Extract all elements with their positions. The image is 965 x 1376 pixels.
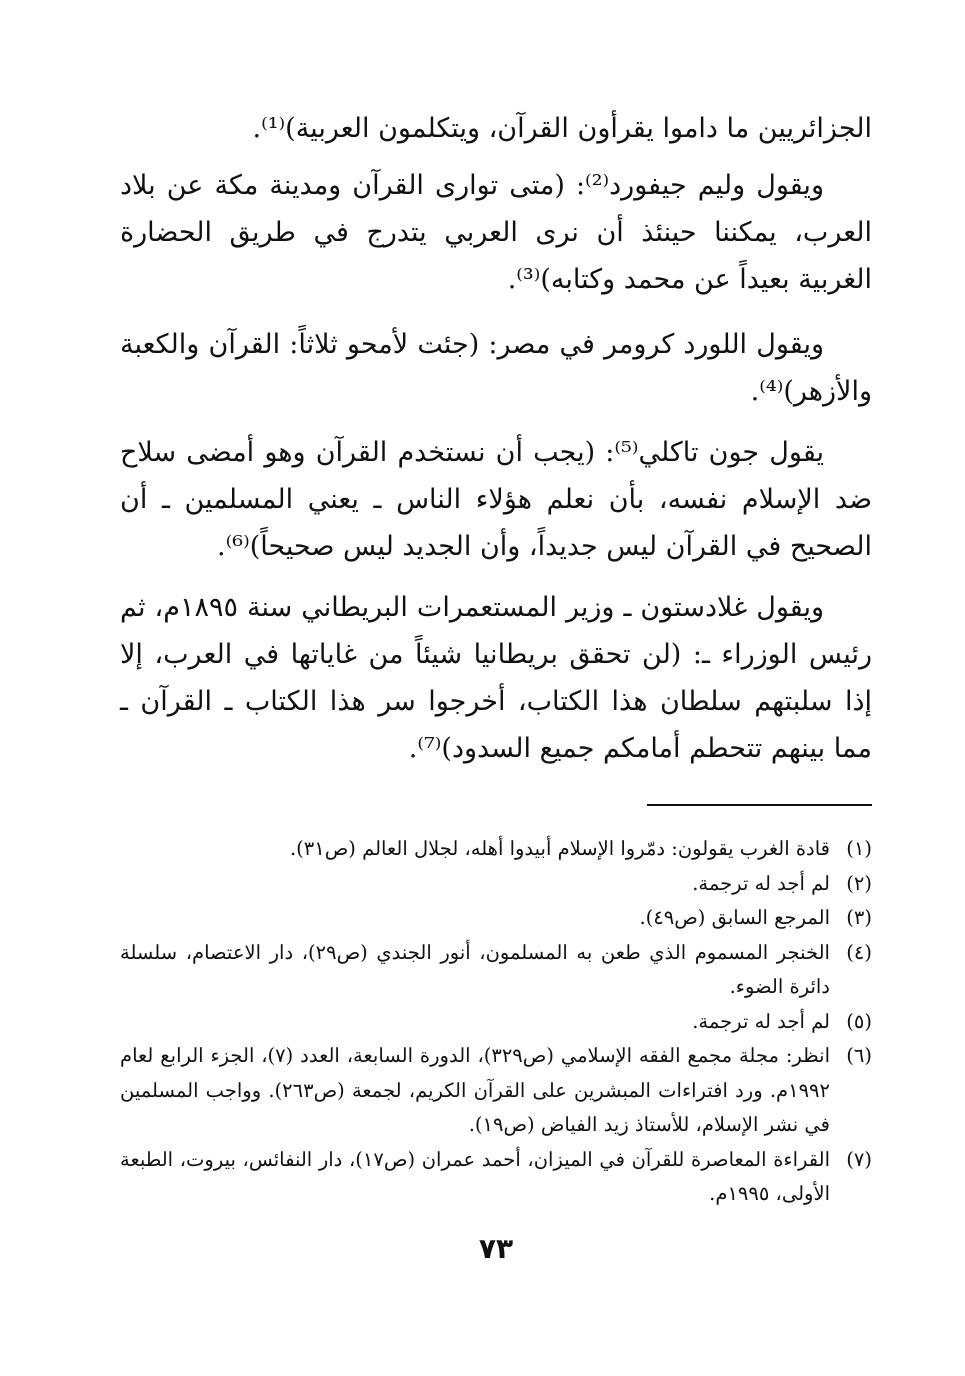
footnote-5 <box>120 1005 872 1040</box>
footnote-text: لم أجد له ترجمة. <box>692 871 830 895</box>
footnote-number: (٣) <box>846 906 872 929</box>
footnote-text: قادة الغرب يقولون: دمّروا الإسلام أبيدوا أهله، لجلال العالم (ص٣١). <box>289 837 830 860</box>
footnote-number: (٦) <box>846 1044 872 1067</box>
paragraph-5: ويقول غلادستون ـ وزير المستعمرات البريطاني سنة ١٨٩٥م، ثم رئيس الوزراء ـ: (لن تحقق بريطانيا شيئاً من غاياتها في العرب، إلا إذا سلبتهم سلطان هذا الكتاب، أخرجوا سر هذا الكتاب ـ القرآن ـ مما بينهم تتحطم أمامكم جميع السدود)⁽⁷⁾. <box>120 592 872 764</box>
paragraph-3: ويقول اللورد كرومر في مصر: (جئت لأمحو ثلاثاً: القرآن والكعبة والأزهر)⁽⁴⁾. <box>120 329 872 407</box>
footnote-6 <box>120 1039 872 1143</box>
paragraph-1: الجزائريين ما داموا يقرأون القرآن، ويتكلمون العربية)⁽¹⁾. <box>252 113 872 144</box>
paragraph-4: يقول جون تاكلي⁽⁵⁾: (يجب أن نستخدم القرآن وهو أمضى سلاح ضد الإسلام نفسه، بأن نعلم هؤلاء الناس ـ يعني المسلمين ـ أن الصحيح في القرآن ليس جديداً، وأن الجديد ليس صحيحاً)⁽⁶⁾. <box>120 437 872 562</box>
main-text <box>120 105 872 772</box>
document-page <box>120 105 872 1265</box>
footnote-text: القراءة المعاصرة للقرآن في الميزان، أحمد عمران (ص١٧)، دار النفائس، بيروت، الطبعة الأولى، ١٩٩٥م. <box>120 1147 830 1205</box>
footnote-text: لم أجد له ترجمة. <box>692 1009 830 1033</box>
footnote-number: (٥) <box>846 1009 872 1033</box>
footnote-1 <box>120 832 872 867</box>
footnote-text: الخنجر المسموم الذي طعن به المسلمون، أنور الجندي (ص٢٩)، دار الاعتصام، سلسلة دائرة الضوء. <box>120 940 830 998</box>
footnote-4 <box>120 936 872 1005</box>
footnotes <box>120 832 872 1212</box>
page-number: ٧٣ <box>478 1231 514 1265</box>
footnote-divider <box>647 804 872 806</box>
footnote-2 <box>120 867 872 902</box>
footnote-7 <box>120 1143 872 1212</box>
footnote-number: (٧) <box>846 1147 872 1171</box>
footnote-text: انظر: مجلة مجمع الفقه الإسلامي (ص٣٢٩)، الدورة السابعة، العدد (٧)، الجزء الرابع لعام ١٩٩٢م. ورد افتراءات المبشرين على القرآن الكريم، لجمعة (ص٢٦٣). وواجب المسلمين في نشر الإسلام، للأستاذ زيد الفياض (ص١٩). <box>120 1044 830 1136</box>
footnote-number: (٤) <box>846 940 872 964</box>
footnote-text: المرجع السابق (ص٤٩). <box>639 906 830 929</box>
paragraph-2: ويقول وليم جيفورد⁽²⁾: (متى توارى القرآن ومدينة مكة عن بلاد العرب، يمكننا حينئذ أن نرى العربي يتدرج في طريق الحضارة الغربية بعيداً عن محمد وكتابه)⁽³⁾. <box>120 170 872 295</box>
footnote-3 <box>120 901 872 936</box>
footnote-number: (٢) <box>846 871 872 895</box>
footnote-number: (١) <box>846 837 872 860</box>
